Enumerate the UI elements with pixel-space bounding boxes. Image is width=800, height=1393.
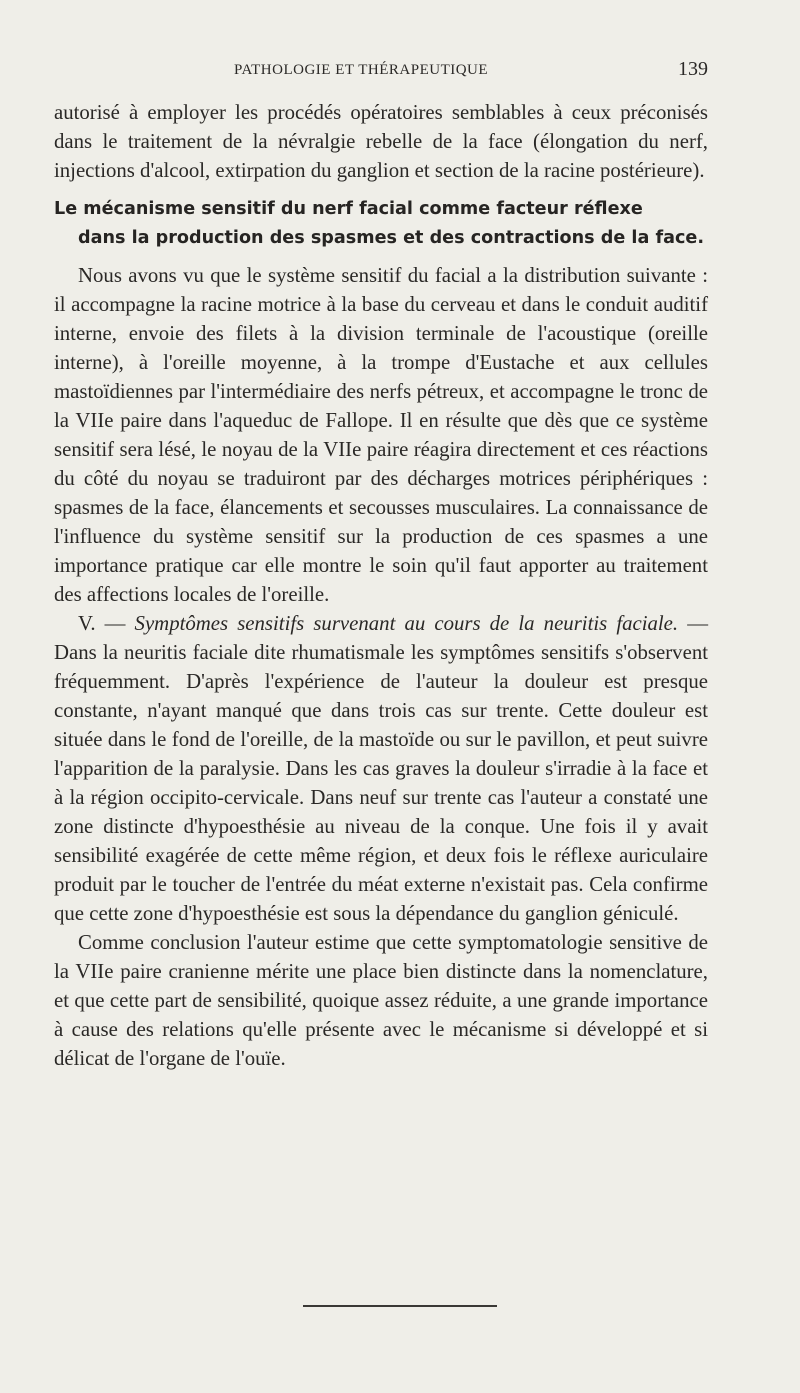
section-heading-line-1: Le mécanisme sensitif du nerf facial comme facteur réflexe [54, 199, 643, 219]
section-title: Symptômes sensitifs survenant au cours de la neuritis faciale. [134, 612, 679, 635]
paragraph-symptoms-text: — Dans la neuritis faciale dite rhumatismale les symptômes sensitifs s'observent fréquemment. D'après l'expérience de l'auteur la douleur est presque constante, n'ayant manqué que dans trois cas sur trente. Cette douleur est située dans le fond de l'oreille, de la mastoïde ou sur le pavillon, et peut suivre l'apparition de la paralysie. Dans les cas graves la douleur s'irradie à la face et à la région occipito-cervicale. Dans neuf sur trente cas l'auteur a constaté une zone distincte d'hypoesthésie au niveau de la conque. Une fois il y avait sensibilité exagérée de cette même région, et deux fois le réflexe auriculaire produit par le toucher de l'entrée du méat externe n'existait pas. Cela confirme que cette zone d'hypoesthésie est sous la dépendance du ganglion géniculé. [54, 612, 709, 925]
section-heading-line-2: dans la production des spasmes et des contractions de la face. [78, 228, 705, 248]
page-number: 139 [678, 58, 708, 80]
end-rule [303, 1305, 497, 1307]
body-text [54, 98, 708, 1073]
paragraph-conclusion: Comme conclusion l'auteur estime que cette symptomatologie sensitive de la VIIe paire cranienne mérite une place bien distincte dans la nomenclature, et que cette part de sensibilité, quoique assez réduite, a une grande importance à cause des relations qu'elle présente avec le mécanisme si développé et si délicat de l'organe de l'ouïe. [54, 931, 708, 1070]
section-heading [54, 195, 708, 253]
section-number: V. — [78, 612, 135, 635]
paragraph-sensitive-system: Nous avons vu que le système sensitif du facial a la distribution suivante : il accompagne la racine motrice à la base du cerveau et dans le conduit auditif interne, envoie des filets à la division terminale de l'acoustique (oreille interne), à l'oreille moyenne, à la trompe d'Eustache et aux cellules mastoïdiennes par l'intermédiaire des nerfs pétreux, et accompagne le tronc de la VIIe paire dans l'aqueduc de Fallope. Il en résulte que dès que ce système sensitif sera lésé, le noyau de la VIIe paire réagira directement et ces réactions du côté du noyau se traduiront par des décharges motrices périphériques : spasmes de la face, élancements et secousses musculaires. La connaissance de l'influence du système sensitif sur la production de ces spasmes a une importance pratique car elle montre le soin qu'il faut apporter au traitement des affections locales de l'oreille. [54, 264, 708, 606]
running-title: PATHOLOGIE ET THÉRAPEUTIQUE [234, 62, 489, 78]
paragraph-continuation: autorisé à employer les procédés opératoires semblables à ceux préconisés dans le traitement de la névralgie rebelle de la face (élongation du nerf, injections d'alcool, extirpation du ganglion et section de la racine postérieure). [54, 101, 708, 182]
running-head [54, 58, 708, 84]
paragraph-symptoms [54, 609, 708, 928]
